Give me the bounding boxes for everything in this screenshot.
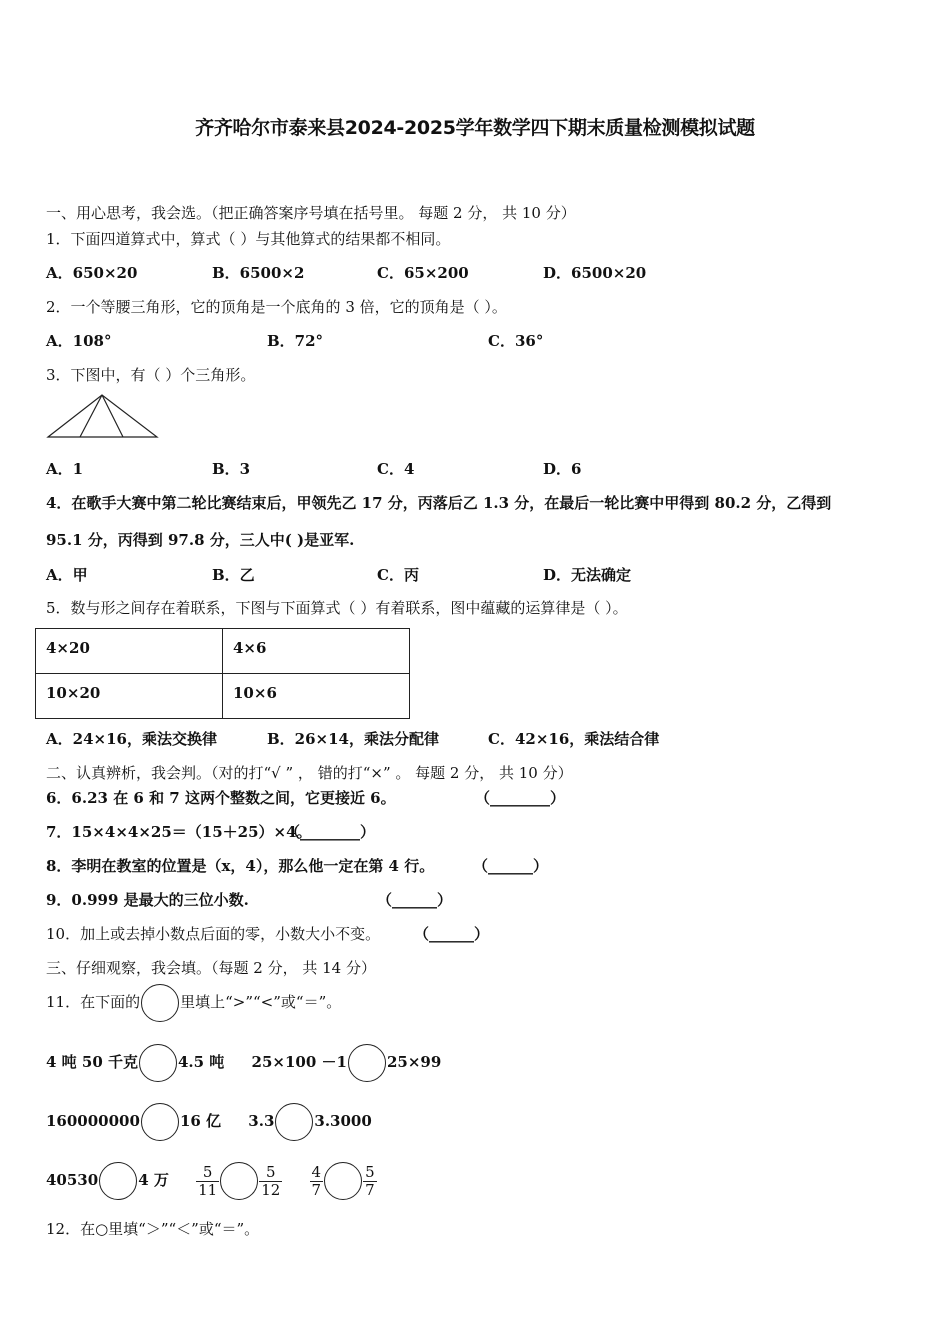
q11-row2-left: 160000000 xyxy=(46,1112,140,1130)
q5-option-c: C．42×16，乘法结合律 xyxy=(488,730,660,748)
compare-circle-input[interactable] xyxy=(139,1044,177,1082)
compare-circle-input[interactable] xyxy=(348,1044,386,1082)
q11-row3-left: 40530 xyxy=(46,1171,99,1189)
q11-stem xyxy=(46,982,341,1022)
q11-row1-left: 4 吨 50 千克 xyxy=(46,1053,138,1071)
compare-circle-input[interactable] xyxy=(99,1162,137,1200)
fraction-denominator: 7 xyxy=(365,1180,375,1199)
q11-stem-after: 里填上“>”“<”或“＝”。 xyxy=(180,993,342,1011)
fraction xyxy=(363,1164,377,1199)
q8-answer-blank[interactable]: （______） xyxy=(473,857,549,875)
q11-row1-right: 4.5 吨 xyxy=(177,1053,225,1071)
fraction-numerator: 5 xyxy=(196,1164,219,1182)
q2-option-a: A．108° xyxy=(46,332,112,350)
q11-stem-before: 11．在下面的 xyxy=(46,993,141,1011)
q6-stem: 6．6.23 在 6 和 7 这两个整数之间，它更接近 6。 xyxy=(46,789,396,807)
table-cell: 4×20 xyxy=(36,629,223,674)
q11-row2b-left: 3.3 xyxy=(248,1112,275,1130)
table-row xyxy=(36,674,410,719)
q4-option-b: B．乙 xyxy=(212,566,255,584)
q10-answer-blank[interactable]: （______） xyxy=(414,925,490,943)
q2-option-c: C．36° xyxy=(488,332,544,350)
q4-option-c: C．丙 xyxy=(377,566,419,584)
q1-stem: 1．下面四道算式中，算式（ ）与其他算式的结果都不相同。 xyxy=(46,230,451,248)
q1-option-c: C．65×200 xyxy=(377,264,469,282)
fraction xyxy=(310,1164,324,1199)
fraction-numerator: 5 xyxy=(365,1162,375,1181)
q3-option-a: A．1 xyxy=(46,460,84,478)
section-3-heading: 三、仔细观察，我会填。（每题 2 分， 共 14 分） xyxy=(46,959,376,977)
q9-answer-blank[interactable]: （______） xyxy=(377,891,453,909)
section-2-heading: 二、认真辨析，我会判。（对的打“√ ” ， 错的打“×” 。 每题 2 分， 共 10 分） xyxy=(46,764,573,782)
q11-row3-right: 4 万 xyxy=(138,1171,169,1189)
q4-option-d: D．无法确定 xyxy=(543,566,632,584)
q12-stem: 12．在○里填“＞”“＜”或“＝”。 xyxy=(46,1220,260,1238)
q4-option-a: A．甲 xyxy=(46,566,88,584)
table-row xyxy=(36,629,410,674)
fraction xyxy=(259,1164,282,1199)
q10-stem: 10．加上或去掉小数点后面的零，小数大小不变。 xyxy=(46,925,381,943)
q3-option-c: C．4 xyxy=(377,460,415,478)
q8-stem: 8．李明在教室的位置是（x，4），那么他一定在第 4 行。 xyxy=(46,857,435,875)
compare-circle-input[interactable] xyxy=(324,1162,362,1200)
q4-stem-line2: 95.1 分，丙得到 97.8 分，三人中( )是亚军. xyxy=(46,531,355,549)
q11-row-2 xyxy=(46,1101,372,1141)
q4-stem-line1: 4．在歌手大赛中第二轮比赛结束后，甲领先乙 17 分，丙落后乙 1.3 分，在最后一轮比赛中甲得到 80.2 分，乙得到 xyxy=(46,494,832,512)
q3-option-d: D．6 xyxy=(543,460,582,478)
page-title: 齐齐哈尔市泰来县2024-2025学年数学四下期末质量检测模拟试题 xyxy=(195,117,755,139)
q11-row1b-left: 25×100 －1 xyxy=(251,1053,347,1071)
compare-circle-input[interactable] xyxy=(220,1162,258,1200)
circle-icon xyxy=(141,984,179,1022)
q5-stem: 5．数与形之间存在着联系，下图与下面算式（ ）有着联系，图中蕴藏的运算律是（ ）。 xyxy=(46,599,628,617)
table-cell: 10×6 xyxy=(223,674,410,719)
q9-stem: 9．0.999 是最大的三位小数. xyxy=(46,891,249,909)
q1-option-a: A．650×20 xyxy=(46,264,138,282)
q2-option-b: B．72° xyxy=(267,332,324,350)
q3-option-b: B．3 xyxy=(212,460,251,478)
q5-option-a: A．24×16，乘法交换律 xyxy=(46,730,217,748)
fraction-denominator: 12 xyxy=(261,1180,281,1199)
q2-stem: 2．一个等腰三角形，它的顶角是一个底角的 3 倍，它的顶角是（ ）。 xyxy=(46,298,507,316)
q1-option-d: D．6500×20 xyxy=(543,264,647,282)
fraction-numerator: 4 xyxy=(311,1162,322,1181)
table-cell: 4×6 xyxy=(223,629,410,674)
section-1-heading: 一、用心思考，我会选。（把正确答案序号填在括号里。 每题 2 分， 共 10 分） xyxy=(46,204,576,222)
q11-row-1 xyxy=(46,1042,441,1082)
q11-row1b-right: 25×99 xyxy=(386,1053,442,1071)
q5-option-b: B．26×14，乘法分配律 xyxy=(267,730,439,748)
q3-stem: 3．下图中，有（ ）个三角形。 xyxy=(46,366,256,384)
triangle-figure xyxy=(46,393,160,439)
fraction-denominator: 7 xyxy=(311,1180,322,1199)
fraction xyxy=(196,1164,219,1199)
table-cell: 10×20 xyxy=(36,674,223,719)
fraction-denominator: 11 xyxy=(198,1180,218,1199)
q7-answer-blank[interactable]: （________） xyxy=(285,823,376,841)
compare-circle-input[interactable] xyxy=(275,1103,313,1141)
q6-answer-blank[interactable]: （________） xyxy=(475,789,566,807)
compare-circle-input[interactable] xyxy=(141,1103,179,1141)
q1-option-b: B．6500×2 xyxy=(212,264,305,282)
q11-row2-right: 16 亿 xyxy=(179,1112,222,1130)
q11-row2b-right: 3.3000 xyxy=(314,1112,372,1130)
q11-row-3 xyxy=(46,1160,377,1200)
area-model-table xyxy=(35,628,410,719)
q7-stem: 7．15×4×4×25＝（15＋25）×4。 xyxy=(46,823,312,841)
fraction-numerator: 5 xyxy=(259,1164,282,1182)
